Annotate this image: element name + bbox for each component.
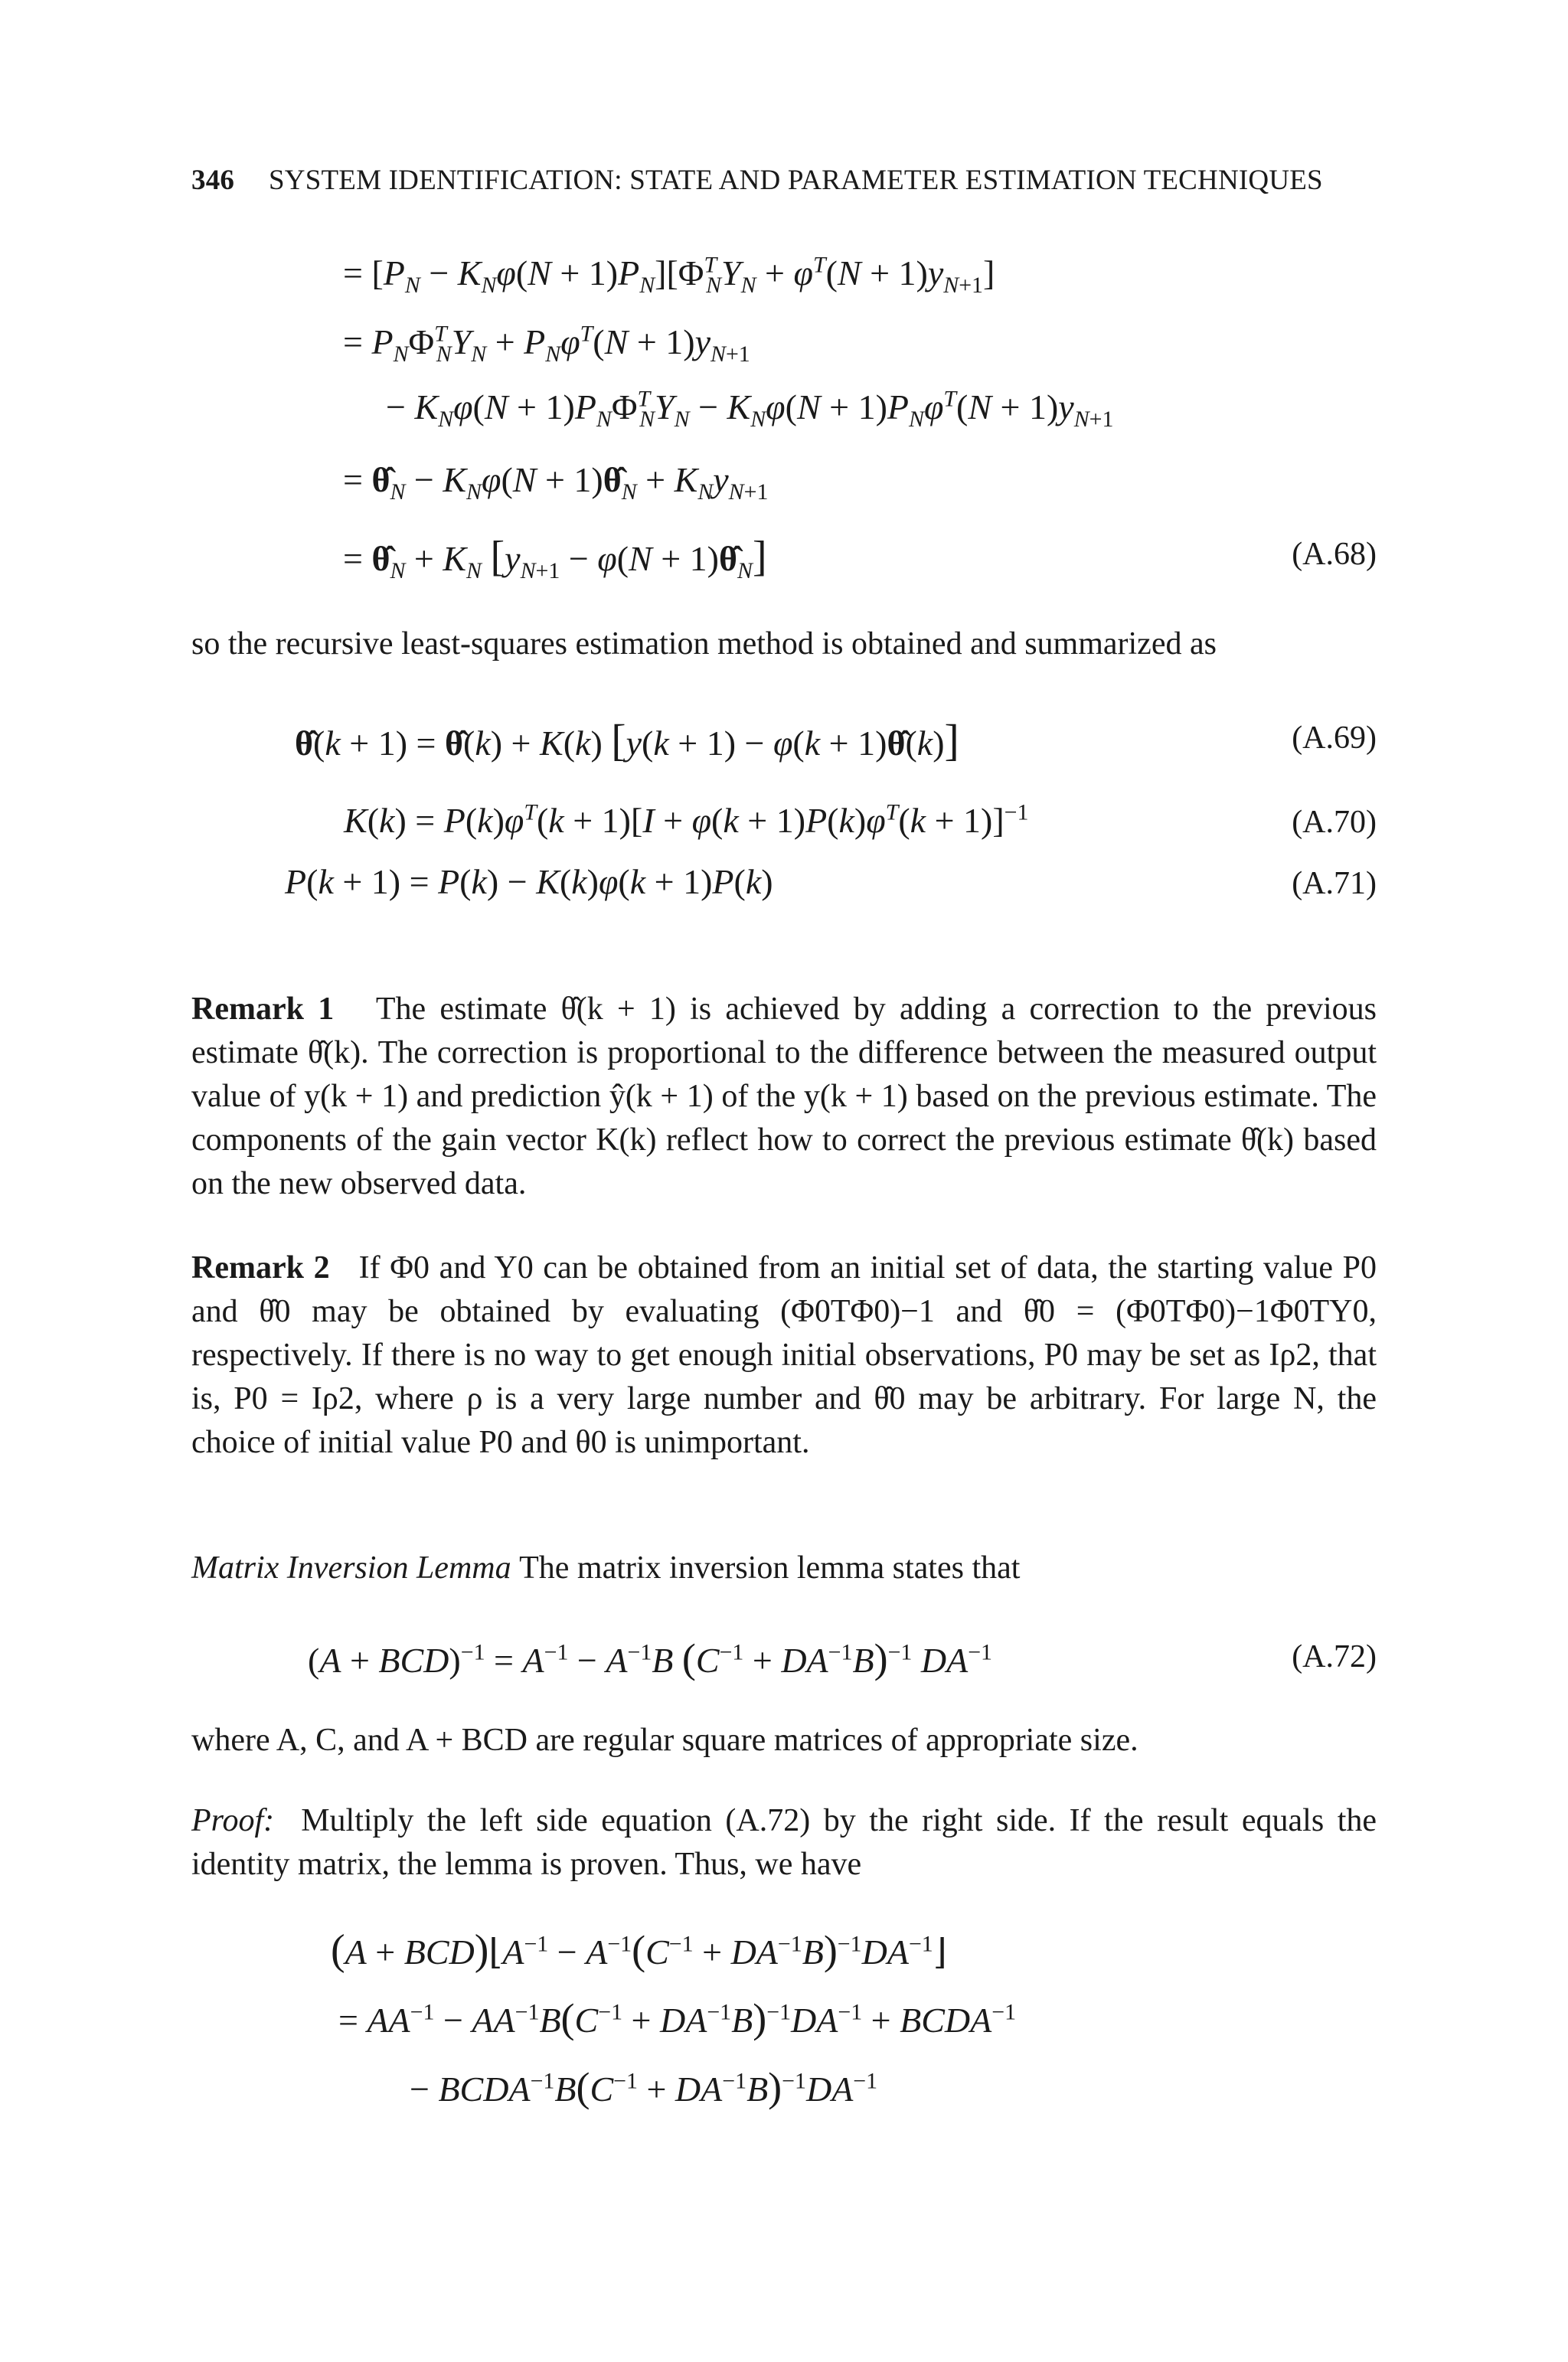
eq-a71: P(k + 1) = P(k) − K(k)φ(k + 1)P(k) — [285, 862, 773, 901]
lemma-paragraph — [191, 1547, 1377, 1590]
remark-2-label: Remark 2 — [191, 1250, 330, 1286]
remark-1 — [191, 988, 1377, 1206]
eq-a68-line3: − $K_N\varphi(N + 1)P_N\Phi^T_NY_N - K_N\varphi(N + 1)P_N\varphi^T(N + 1)y_{N+1}$ — [386, 386, 1114, 433]
eq-a70-tag: (A.70) — [1292, 805, 1377, 840]
paragraph-summary — [191, 622, 1377, 666]
remark-1-text: The estimate θ̂(k + 1) is achieved by adding a correction to the previous estimate θ̂(k). The correction is proportional to the difference between the measured output value of y(k + 1) and prediction ŷ(k + 1) of the y(k + 1) based on the previous estimate. The components of the gain vector K(k) reflect how to correct the previous estimate θ̂(k) based on the new observed data. — [191, 992, 1377, 1201]
page-header — [191, 164, 1323, 197]
eq-a69: θ̂(k + 1) = θ̂(k) + K(k) [y(k + 1) − φ(k + 1)θ̂(k)] — [295, 715, 959, 765]
proof-label: Proof: — [191, 1803, 275, 1838]
eq-a68-line4: = $\thetâ_N - K_N\varphi(N$ + $1)\thetâ_N + K_Ny_{N+1}$ — [343, 460, 769, 505]
proof-eq-line2: = $AA^{-1} - AA^{-1}B(C^{-1} + DA^{-1}B)^{-1}DA^{-1}$ + $BCDA^{-1}$ — [338, 1995, 1017, 2041]
eq-a72: $(A + BCD)^{-1} = A^{-1} - A^{-1}B$ $(C^{-1} + DA^{-1}B)^{-1}$ $DA^{-1}$ — [308, 1635, 993, 1681]
where-text: where A, C, and A + BCD are regular square matrices of appropriate size. — [191, 1723, 1138, 1758]
proof-eq-line1: $(A + BCD)⌊A^{-1} - A^{-1}(C^{-1}$ + $DA^{-1}B)^{-1}DA^{-1}⌋$ — [331, 1926, 947, 1974]
lemma-label: Matrix Inversion Lemma — [191, 1550, 511, 1586]
eq-a68-line1: = $[P_N - K_N\varphi(N + 1)P_N][\Phi^T_NY_N + \varphi^T(N + 1)y_{N+1}]$ — [343, 252, 995, 299]
summary-text: so the recursive least-squares estimation method is obtained and summarized as — [191, 626, 1217, 662]
proof-eq-line3: − $BCDA^{-1}B(C^{-1} + DA^{-1}B)^{-1}DA^{-1}$ — [410, 2064, 878, 2110]
eq-a72-tag: (A.72) — [1292, 1639, 1377, 1674]
eq-a71-tag: (A.71) — [1292, 866, 1377, 901]
remark-2 — [191, 1246, 1377, 1465]
proof-text: Multiply the left side equation (A.72) by the right side. If the result equals the identity matrix, the lemma is proven. Thus, we have — [191, 1803, 1377, 1882]
proof-paragraph — [191, 1799, 1377, 1887]
eq-a69-tag: (A.69) — [1292, 720, 1377, 756]
lemma-text: The matrix inversion lemma states that — [519, 1550, 1021, 1586]
remark-2-text: If Φ0 and Y0 can be obtained from an initial set of data, the starting value P0 and θ̂0 may be obtained by evaluating (Φ0TΦ0)−1 and θ̂0 = (Φ0TΦ0)−1Φ0TY0, respectively. If there is no way to get enough initial observations, P0 may be set as Iρ2, that is, P0 = Iρ2, where ρ is a very large number and θ̂0 may be arbitrary. For large N, the choice of initial value P0 and θ0 is unimportant. — [191, 1250, 1377, 1460]
eq-a68-tag: (A.68) — [1292, 537, 1377, 572]
page-number: 346 — [191, 165, 235, 196]
eq-a68-line5: = $\thetâ_N + K_N$ [$y_{N+1} - \varphi(N$ + $1)\thetâ_N$] — [343, 533, 767, 584]
eq-a70: $K(k) = P(k)\varphi^T(k + 1)[I + \varphi(k + 1)P(k)\varphi^T(k + 1)]^{-1}$ — [344, 799, 1029, 840]
eq-a68-line2: = $P_N\Phi^T_NY_N + P_N\varphi^T(N + 1)y_{N+1}$ — [343, 321, 750, 368]
remark-1-label: Remark 1 — [191, 992, 335, 1027]
running-title: SYSTEM IDENTIFICATION: STATE AND PARAMETER ESTIMATION TECHNIQUES — [269, 165, 1323, 196]
paragraph-where — [191, 1719, 1377, 1763]
